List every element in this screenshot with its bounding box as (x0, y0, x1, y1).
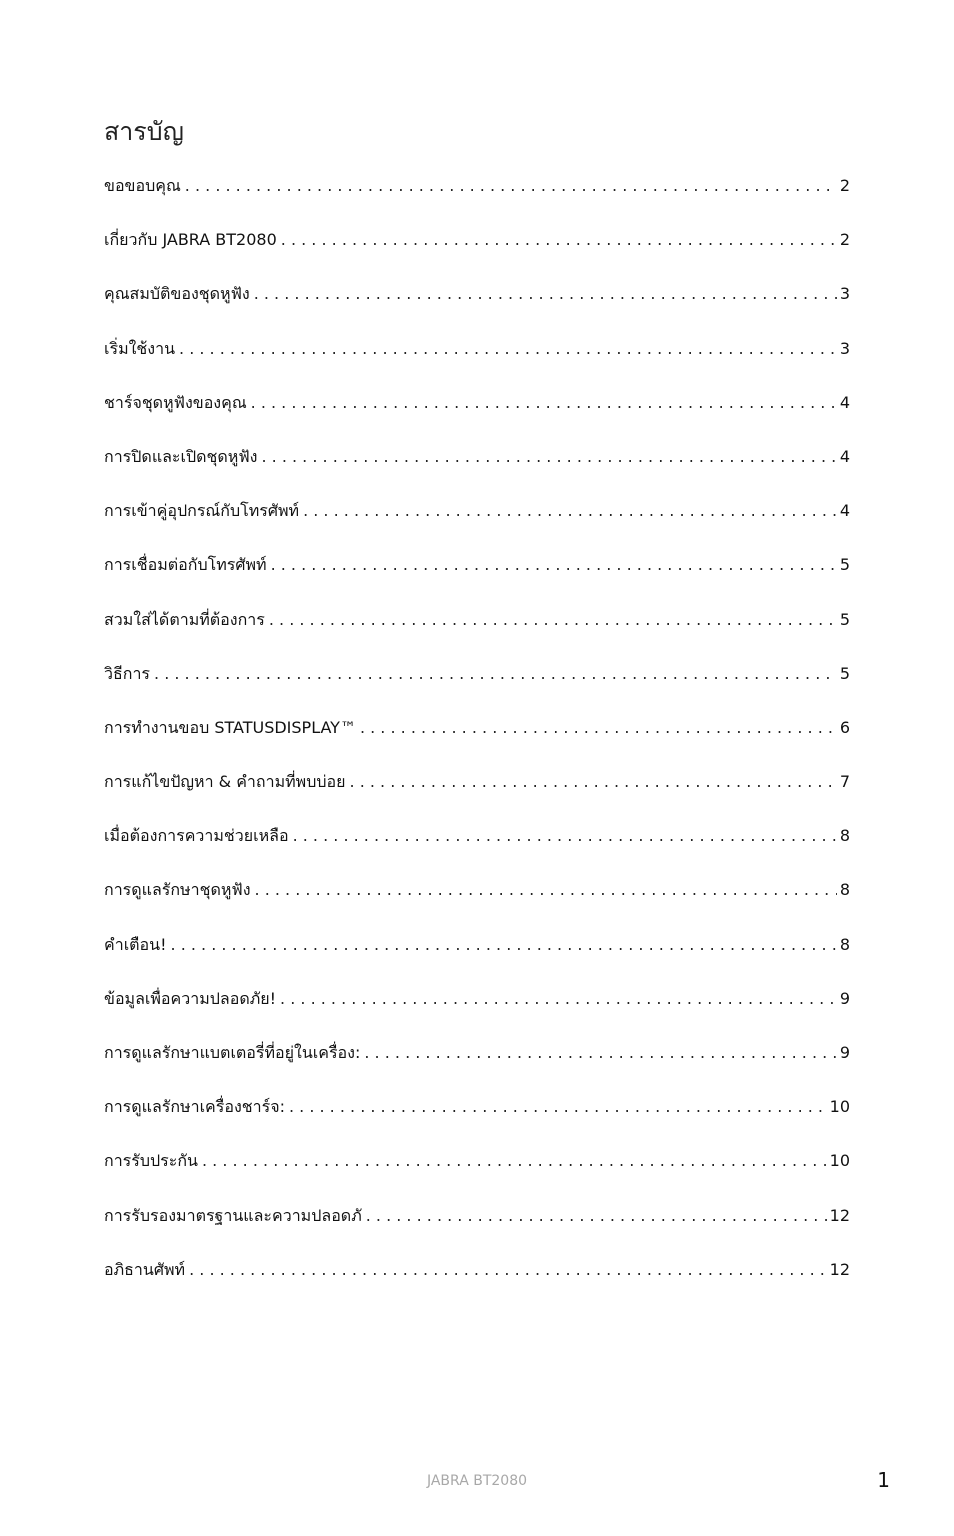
toc-entry-page: 7 (839, 772, 850, 792)
toc-entry[interactable] (104, 495, 850, 549)
toc-entry-page: 3 (839, 338, 850, 358)
toc-entry-page: 5 (839, 555, 850, 575)
toc-dot-leader (366, 1200, 827, 1232)
toc-entry[interactable] (104, 874, 850, 928)
toc-entry[interactable] (104, 658, 850, 712)
toc-dot-leader (251, 387, 837, 419)
toc-entry-label: การทำงานขอบ STATUSDISPLAY™ (104, 717, 356, 737)
toc-entry[interactable] (104, 1254, 850, 1308)
toc-entry[interactable] (104, 604, 850, 658)
toc-dot-leader (293, 820, 837, 852)
toc-entry[interactable] (104, 441, 850, 495)
toc-entry[interactable] (104, 983, 850, 1037)
toc-entry[interactable] (104, 549, 850, 603)
toc-entry-label: การปิดและเปิดชุดหูฟัง (104, 446, 258, 466)
toc-entry-label: เมื่อต้องการความช่วยเหลือ (104, 826, 289, 846)
toc-dot-leader (350, 766, 837, 798)
toc-dot-leader (289, 1091, 827, 1123)
toc-entry-label: คุณสมบัติของชุดหูฟัง (104, 284, 250, 304)
toc-dot-leader (271, 549, 837, 581)
toc-entry-label: เกี่ยวกับ JABRA BT2080 (104, 230, 277, 250)
toc-entry-label: การดูแลรักษาเครื่องชาร์จ: (104, 1097, 285, 1117)
toc-entry-label: สวมใส่ได้ตามที่ต้องการ (104, 609, 265, 629)
footer-brand: JABRA BT2080 (426, 1473, 528, 1489)
toc-dot-leader (254, 278, 837, 310)
toc-entry[interactable] (104, 1091, 850, 1145)
toc-entry-page: 5 (839, 663, 850, 683)
toc-entry-label: อภิธานศัพท์ (104, 1259, 186, 1279)
toc-entry-page: 8 (839, 934, 850, 954)
toc-entry-label: ข้อมูลเพื่อความปลอดภัย! (104, 988, 277, 1008)
toc-entry-page: 8 (839, 826, 850, 846)
toc-entry-page: 8 (839, 880, 850, 900)
toc-entry[interactable] (104, 820, 850, 874)
toc-entry-page: 4 (839, 501, 850, 521)
toc-entry[interactable] (104, 1200, 850, 1254)
toc-entry-page: 10 (829, 1151, 850, 1171)
toc-dot-leader (189, 1254, 827, 1286)
toc-dot-leader (303, 495, 837, 527)
toc-entry-page: 3 (839, 284, 850, 304)
toc-entry[interactable] (104, 387, 850, 441)
toc-entry[interactable] (104, 712, 850, 766)
toc-entry[interactable] (104, 170, 850, 224)
toc-entry-page: 5 (839, 609, 850, 629)
toc-entry[interactable] (104, 224, 850, 278)
toc-entry-label: การดูแลรักษาแบตเตอรี่ที่อยู่ในเครื่อง: (104, 1043, 361, 1062)
toc-entry[interactable] (104, 333, 850, 387)
page-number: 1 (877, 1468, 890, 1492)
toc-entry-page: 6 (839, 717, 850, 737)
toc-entry-label: ชาร์จชุดหูฟังของคุณ (104, 392, 247, 412)
toc-dot-leader (202, 1145, 827, 1177)
toc-entry-label: การเข้าคู่อุปกรณ์กับโทรศัพท์ (104, 501, 300, 521)
toc-entry-label: การดูแลรักษาชุดหูฟัง (104, 880, 251, 900)
toc-dot-leader (255, 874, 837, 906)
toc-dot-leader (360, 712, 837, 744)
toc-dot-leader (179, 333, 837, 365)
toc-dot-leader (154, 658, 837, 690)
toc-entry-label: วิธีการ (104, 663, 151, 683)
toc-dot-leader (269, 604, 837, 636)
toc-entry-page: 9 (839, 1043, 850, 1062)
toc-entry-label: เริ่มใช้งาน (104, 338, 176, 358)
toc-entry-label: การรับรองมาตรฐานและความปลอดภั (104, 1205, 362, 1225)
toc-dot-leader (261, 441, 836, 473)
toc-dot-leader (281, 224, 837, 256)
table-of-contents (104, 170, 850, 1308)
toc-entry-label: การแก้ไขปัญหา & คำถามที่พบบ่อย (104, 772, 346, 792)
toc-entry-label: การรับประกัน (104, 1151, 198, 1171)
toc-dot-leader (171, 929, 837, 961)
toc-entry-page: 2 (839, 176, 850, 195)
toc-entry[interactable] (104, 1037, 850, 1091)
toc-entry-page: 10 (829, 1097, 850, 1117)
page-title: สารบัญ (104, 117, 184, 146)
toc-entry-page: 9 (839, 988, 850, 1008)
toc-entry-page: 12 (829, 1205, 850, 1225)
toc-entry[interactable] (104, 1145, 850, 1199)
toc-entry[interactable] (104, 929, 850, 983)
toc-entry-label: ขอขอบคุณ (104, 176, 181, 195)
toc-entry-label: คำเตือน! (104, 934, 167, 954)
toc-entry-label: การเชื่อมต่อกับโทรศัพท์ (104, 555, 267, 575)
toc-dot-leader (185, 170, 837, 202)
toc-entry[interactable] (104, 766, 850, 820)
toc-entry-page: 2 (839, 230, 850, 250)
toc-entry-page: 4 (839, 392, 850, 412)
toc-entry[interactable] (104, 278, 850, 332)
toc-entry-page: 4 (839, 446, 850, 466)
toc-dot-leader (280, 983, 837, 1015)
toc-entry-page: 12 (829, 1259, 850, 1279)
toc-dot-leader (364, 1037, 836, 1069)
